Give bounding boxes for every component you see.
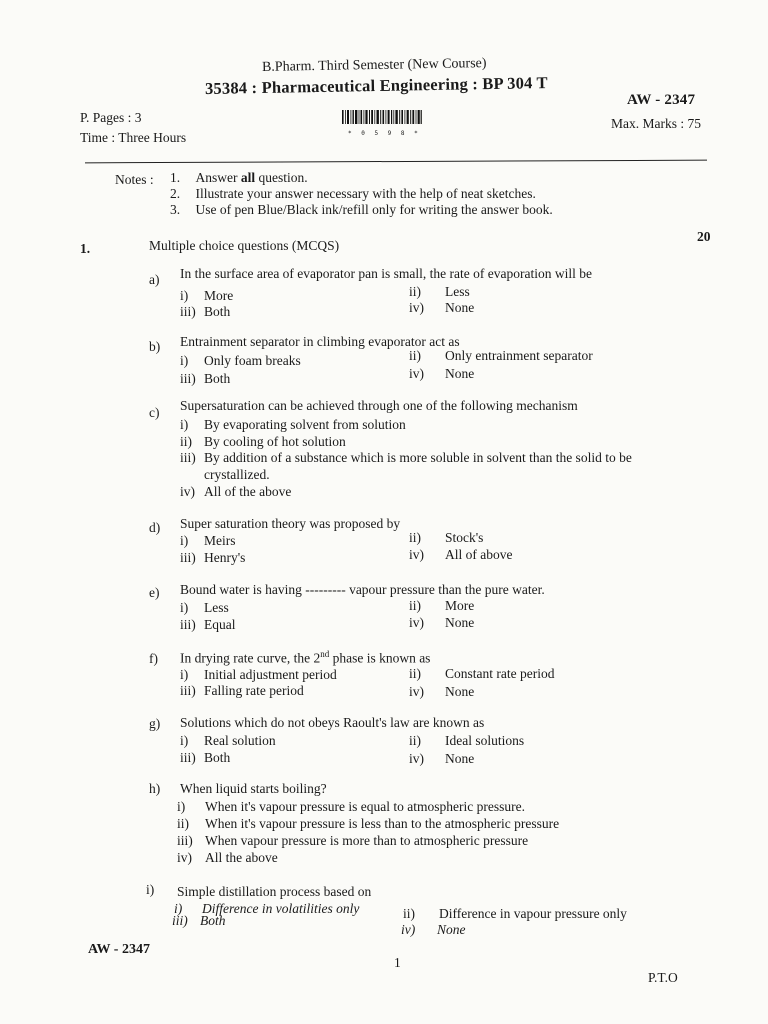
mcq-question: In drying rate curve, the 2nd phase is known as — [180, 649, 431, 666]
mcq-option: iii) Both — [172, 913, 226, 928]
mcq-option: iii) When vapour pressure is more than to atmospheric pressure — [177, 833, 529, 848]
mcq-label: g) — [149, 716, 161, 731]
mcq-option: ii) More — [409, 598, 475, 613]
mcq-label: b) — [149, 339, 161, 354]
mcq-option: iv) None — [401, 922, 466, 937]
mcq-question: Bound water is having --------- vapour pressure than the pure water. — [180, 582, 545, 597]
note-item: 2. Illustrate your answer necessary with the help of neat sketches. — [170, 186, 536, 201]
mcq-option: ii) Constant rate period — [409, 666, 555, 681]
paper-code: AW - 2347 — [627, 92, 696, 108]
page-count: P. Pages : 3 — [80, 110, 142, 125]
mcq-option: i) More — [180, 288, 234, 303]
mcq-label: a) — [149, 272, 160, 287]
question-number: 1. — [80, 241, 91, 256]
mcq-option: i) Meirs — [180, 533, 236, 548]
mcq-option: i) Less — [180, 600, 229, 615]
mcq-option: i) When it's vapour pressure is equal to atmospheric pressure. — [177, 799, 525, 814]
mcq-option: ii) Stock's — [409, 530, 484, 545]
mcq-option: ii) Difference in vapour pressure only — [403, 906, 627, 921]
mcq-option: ii) Less — [409, 284, 470, 299]
mcq-option: ii) Ideal solutions — [409, 733, 525, 748]
footer-code: AW - 2347 — [88, 942, 150, 957]
mcq-option: iii) Henry's — [180, 550, 246, 565]
mcq-label: i) — [146, 882, 155, 897]
notes-label: Notes : — [115, 172, 154, 187]
mcq-option: iv) All the above — [177, 850, 278, 865]
mcq-option: i) Real solution — [180, 733, 276, 748]
mcq-label: e) — [149, 585, 160, 600]
mcq-option: iv) All of above — [409, 547, 513, 562]
mcq-question: In the surface area of evaporator pan is small, the rate of evaporation will be — [180, 266, 592, 281]
mcq-option: iii) Equal — [180, 617, 236, 632]
mcq-option: i) By evaporating solvent from solution — [180, 417, 406, 432]
mcq-question: Solutions which do not obeys Raoult's law are known as — [180, 715, 485, 730]
mcq-option: iii) Both — [180, 304, 231, 319]
mcq-option: i) Initial adjustment period — [180, 667, 337, 682]
mcq-option: iv) None — [409, 684, 475, 699]
course-line: B.Pharm. Third Semester (New Course) — [261, 56, 487, 75]
mcq-label: c) — [149, 405, 160, 420]
mcq-question: Super saturation theory was proposed by — [180, 516, 401, 531]
mcq-option: i) Only foam breaks — [180, 353, 301, 368]
exam-time: Time : Three Hours — [80, 130, 187, 145]
mcq-question: Simple distillation process based on — [177, 884, 372, 899]
mcq-option: ii) By cooling of hot solution — [180, 434, 346, 449]
mcq-option: ii) When it's vapour pressure is less than to the atmospheric pressure — [177, 816, 560, 831]
mcq-option: iii) Both — [180, 371, 231, 386]
max-marks: Max. Marks : 75 — [611, 116, 701, 131]
mcq-option: iii) Falling rate period — [180, 683, 304, 698]
mcq-label: h) — [149, 781, 161, 796]
page-number: 1 — [394, 955, 401, 970]
mcq-question: Supersaturation can be achieved through one of the following mechanism — [180, 398, 578, 413]
header-divider — [85, 160, 707, 164]
pto-label: P.T.O — [648, 970, 678, 985]
mcq-option: iv) None — [409, 300, 475, 315]
barcode-image — [342, 110, 422, 130]
paper-title: 35384 : Pharmaceutical Engineering : BP 304 T — [204, 73, 548, 98]
mcq-option: iv) None — [409, 615, 475, 630]
mcq-option: iii) By addition of a substance which is more soluble in solvent than the solid to be — [180, 450, 632, 465]
note-item: 1. Answer all question. — [170, 170, 308, 185]
mcq-option: iv) None — [409, 366, 475, 381]
mcq-option-continuation: crystallized. — [204, 467, 270, 482]
question-title: Multiple choice questions (MCQS) — [149, 238, 340, 253]
mcq-option: i) Difference in volatilities only — [174, 901, 360, 916]
mcq-option: ii) Only entrainment separator — [409, 348, 593, 363]
note-item: 3. Use of pen Blue/Black ink/refill only for writing the answer book. — [170, 202, 553, 217]
barcode-number: * 0 5 9 8 * — [348, 130, 421, 137]
mcq-option: iv) None — [409, 751, 475, 766]
mcq-option: iv) All of the above — [180, 484, 292, 499]
mcq-option: iii) Both — [180, 750, 231, 765]
mcq-question: Entrainment separator in climbing evaporator act as — [180, 334, 460, 349]
mcq-label: f) — [149, 651, 158, 666]
mcq-question: When liquid starts boiling? — [180, 781, 327, 796]
mcq-label: d) — [149, 520, 161, 535]
question-marks: 20 — [697, 229, 711, 244]
